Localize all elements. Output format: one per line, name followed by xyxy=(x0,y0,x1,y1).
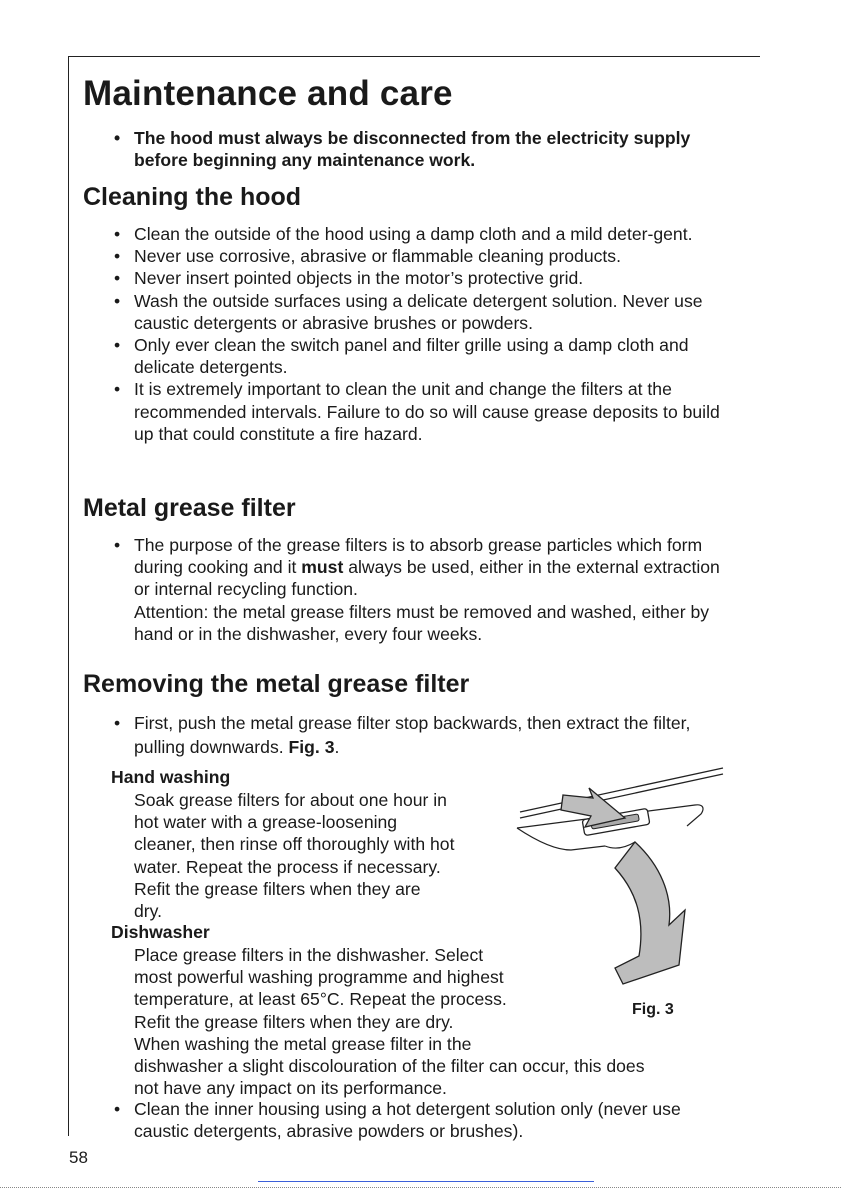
pull-arrow xyxy=(615,842,685,984)
text-line: hot water with a grease-loosening xyxy=(134,812,398,833)
bullet-text: The purpose of the grease filters is to absorb grease particles which form during cooking and it xyxy=(134,535,703,578)
text-line: dishwasher a slight discolouration of the filter can occur, this does xyxy=(134,1056,645,1077)
grease-filter-removal-figure xyxy=(505,760,725,990)
list-item: • It is extremely important to clean the unit and change the filters at the recommended intervals. Failure to do so will cause grease deposits to build up that could constitute a fire hazard. xyxy=(0,378,734,445)
list-item: • The hood must always be disconnected from the electricity supply before beginning any maintenance work. xyxy=(0,127,734,171)
text-line: water. Repeat the process if necessary. xyxy=(134,856,441,877)
text-line: dry. xyxy=(134,901,163,922)
text-line: Soak grease filters for about one hour in xyxy=(134,790,447,810)
list-item: • Clean the inner housing using a hot detergent solution only (never use caustic detergents, abrasive powders or brushes). xyxy=(0,1098,734,1142)
removing-bullet-list xyxy=(0,711,734,759)
list-item: • Wash the outside surfaces using a delicate detergent solution. Never use caustic detergents or abrasive brushes or powders. xyxy=(0,290,734,334)
hand-washing-text xyxy=(134,789,454,922)
bullet-text: always be used, either in the external extraction or internal recycling function. xyxy=(134,557,720,600)
text-line: Refit the grease filters when they are dry. xyxy=(134,1011,454,1032)
dishwasher-label: Dishwasher xyxy=(111,922,210,942)
page-number: 58 xyxy=(69,1148,88,1167)
hand-washing-label: Hand washing xyxy=(111,767,231,787)
figure-caption: Fig. 3 xyxy=(632,1001,674,1018)
text-line: not have any impact on its performance. xyxy=(134,1078,447,1099)
attention-note: Attention: the metal grease filters must be removed and washed, either by hand or in the dishwasher, every four weeks. xyxy=(134,601,710,644)
text-line: Refit the grease filters when they are xyxy=(134,878,421,899)
footer-link-underline[interactable] xyxy=(258,1181,594,1182)
cleaning-bullet-list xyxy=(0,223,734,445)
section-heading-metal-filter: Metal grease filter xyxy=(83,494,296,522)
section-heading-cleaning: Cleaning the hood xyxy=(83,183,302,211)
final-bullet-list xyxy=(0,1098,734,1142)
metal-filter-bullet-list xyxy=(0,534,734,645)
page-bottom-edge xyxy=(0,1187,841,1188)
text-line: cleaner, then rinse off thoroughly with hot xyxy=(134,834,455,855)
bullet-text: First, push the metal grease filter stop backwards, then extract the filter, pulling downwards. xyxy=(134,713,691,757)
list-item xyxy=(0,534,734,645)
figure-reference: Fig. 3 xyxy=(288,737,335,757)
intro-bullet-list xyxy=(0,127,734,171)
bullet-period: . xyxy=(334,737,340,757)
text-line: When washing the metal grease filter in the xyxy=(134,1033,472,1054)
text-line: most powerful washing programme and highest xyxy=(134,967,504,988)
bullet-emphasis: must xyxy=(301,557,344,578)
list-item: • Never use corrosive, abrasive or flammable cleaning products. xyxy=(0,245,734,267)
list-item: • Clean the outside of the hood using a damp cloth and a mild deter-gent. xyxy=(0,223,734,245)
section-heading-removing: Removing the metal grease filter xyxy=(83,670,470,698)
page-title: Maintenance and care xyxy=(83,74,453,113)
list-item: • Only ever clean the switch panel and filter grille using a damp cloth and delicate detergents. xyxy=(0,334,734,378)
text-line: Place grease filters in the dishwasher. Select xyxy=(134,945,484,965)
list-item xyxy=(0,711,734,759)
text-line: temperature, at least 65°C. Repeat the process. xyxy=(134,989,507,1010)
page-frame-top-rule xyxy=(68,56,760,57)
list-item: • Never insert pointed objects in the motor’s protective grid. xyxy=(0,267,734,289)
